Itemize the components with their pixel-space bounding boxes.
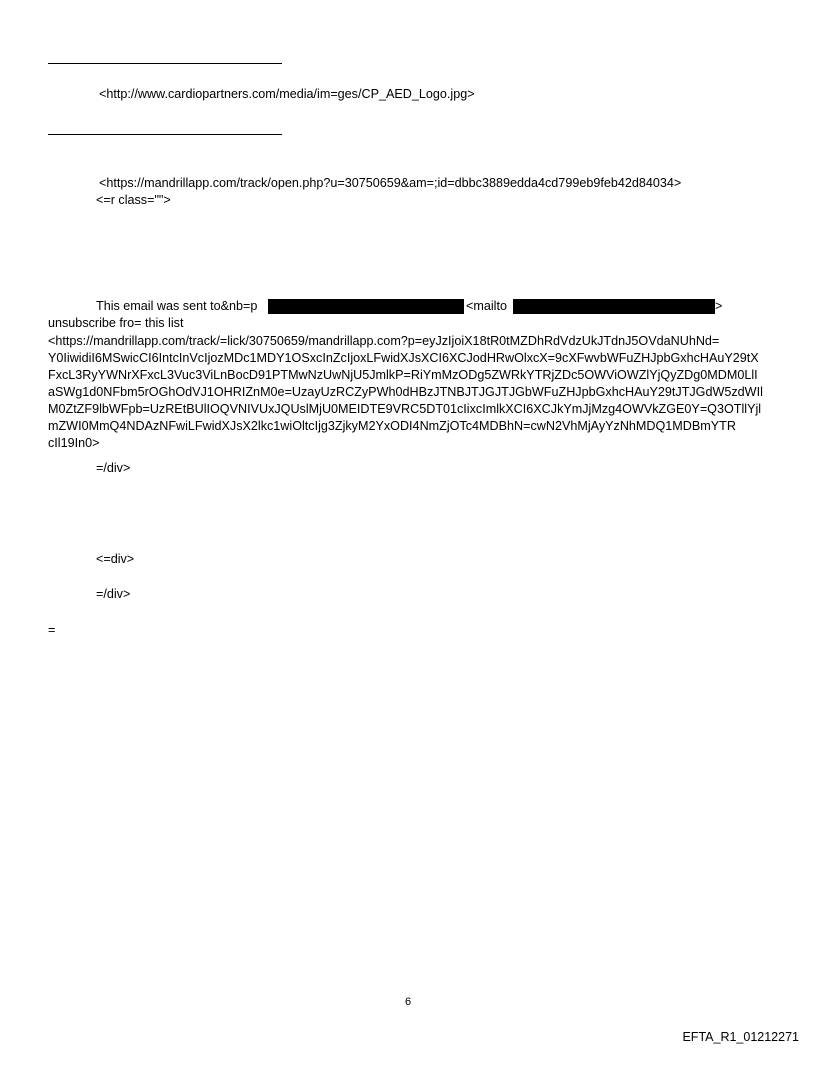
document-id: EFTA_R1_01212271 <box>682 1030 799 1044</box>
unsubscribe-link-line[interactable]: <https://mandrillapp.com/track/=lick/30750659/mandrillapp.com?p=eyJzIjoiX18tR0tMZDhRdVdzUkJTdnJ5OVdaNUhNd= <box>48 334 720 348</box>
redacted-email-1 <box>268 299 464 314</box>
logo-image-link[interactable]: <http://www.cardiopartners.com/media/im=ges/CP_AED_Logo.jpg> <box>99 87 475 101</box>
equals-text: = <box>48 623 56 637</box>
redacted-email-2 <box>513 299 715 314</box>
track-open-link[interactable]: <https://mandrillapp.com/track/open.php?u=30750659&am=;id=dbbc3889edda4cd799eb9feb42d84034> <box>99 176 682 190</box>
unsubscribe-link-line[interactable]: M0ZtZF9lbWFpb=UzREtBUlIOQVNIVUxJQUslMjU0MEIDTE9VRC5DT01cIixcImlkXCI6XCJkYmJjMzg4OWVkZGE0Y=Q3OTllYjl <box>48 402 762 416</box>
close-div-text: =/div> <box>96 461 131 475</box>
sent-to-text: This email was sent to&nb=p <box>96 299 258 313</box>
close-div-text: =/div> <box>96 587 131 601</box>
open-div-text: <=div> <box>96 552 135 566</box>
separator-rule-top <box>48 63 282 64</box>
unsubscribe-link-line[interactable]: Y0IiwidiI6MSwicCI6IntcInVcIjozMDc1MDY1OSxcInZcIjoxLFwidXJsXCI6XCJodHRwOlxcX=9cXFwvbWFuZHJpbGxhcHAuY29tX <box>48 351 759 365</box>
unsubscribe-link-line[interactable]: FxcL3RyYWNrXFxcL3Vuc3ViLnBocD91PTMwNzUwNjU5JmlkP=RiYmMzODg5ZWRkYTRjZDc5OWViOWZlYjQyZDg0MDM0LlI <box>48 368 758 382</box>
unsubscribe-link-line[interactable]: cIl19In0> <box>48 436 100 450</box>
separator-rule-bottom <box>48 134 282 135</box>
mailto-label: <mailto <box>466 299 507 313</box>
page-number: 6 <box>404 996 412 1008</box>
unsubscribe-link-line[interactable]: mZWI0MmQ4NDAzNFwiLFwidXJsX2lkc1wiOltcIjg3ZjkyM2YxODI4NmZjOTc4MDBhN=cwN2VhMjAyYzNhMDQ1MDBmYTR <box>48 419 736 433</box>
unsubscribe-text: unsubscribe fro= this list <box>48 316 184 330</box>
unsubscribe-link-line[interactable]: aSWg1d0NFbm5rOGhOdVJ1OHRIZnM0e=UzayUzRCZyPWh0dHBzJTNBJTJGJTJGbWFuZHJpbGxhcHAuY29tJTJGdW5zdWIl <box>48 385 763 399</box>
mailto-close: > <box>715 299 723 313</box>
r-class-text: <=r class=""> <box>96 193 171 207</box>
